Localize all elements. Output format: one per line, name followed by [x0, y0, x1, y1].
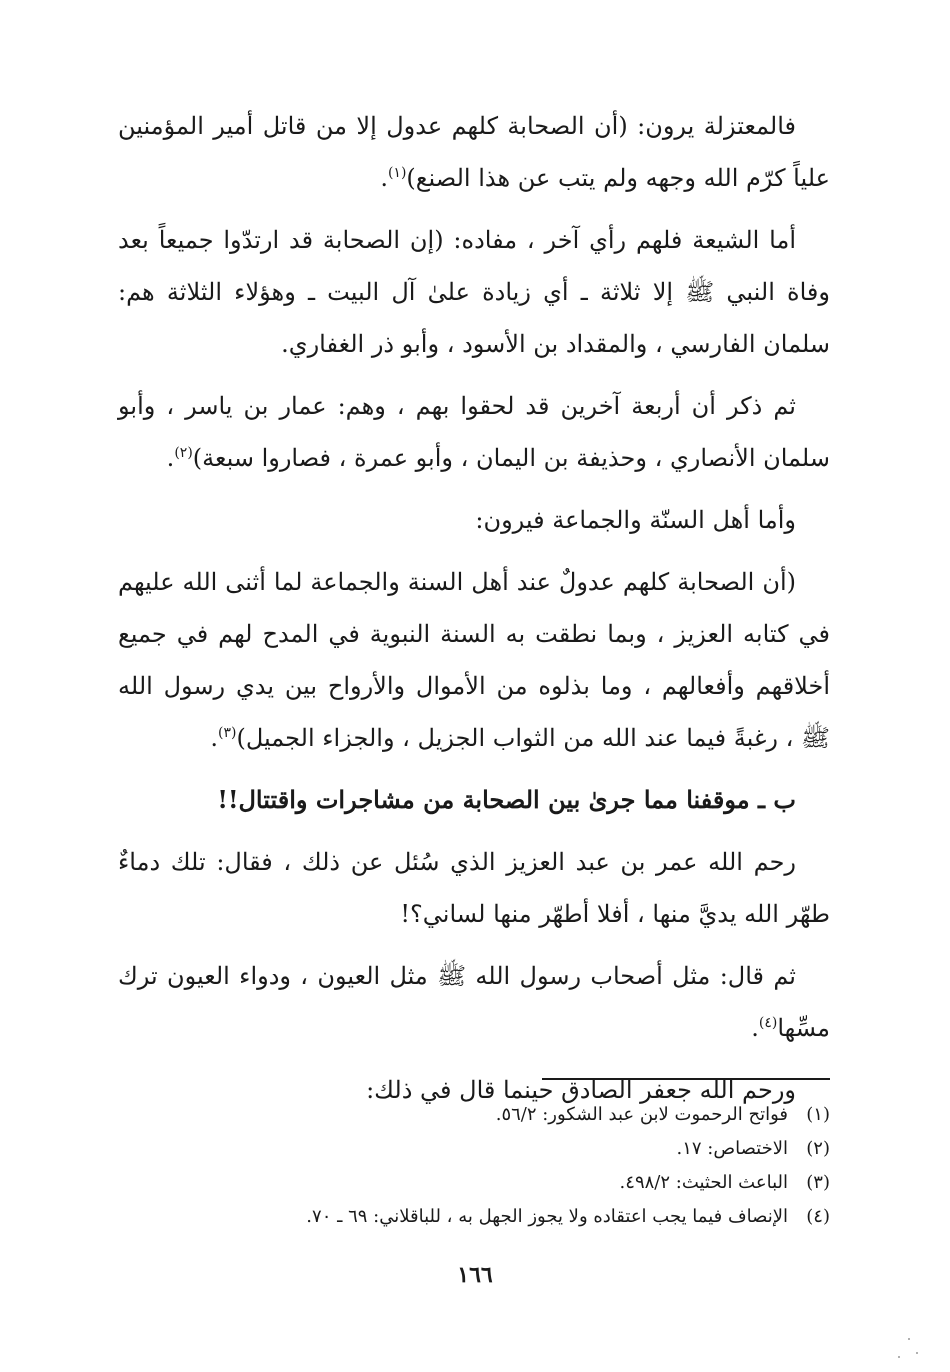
paragraph-eyes-simile	[118, 950, 830, 1054]
footnote-text: الاختصاص: ١٧.	[676, 1138, 788, 1159]
paragraph-shia-view	[118, 214, 830, 370]
footnote-ref-4[interactable]: (٤)	[758, 1015, 778, 1031]
section-heading	[118, 774, 830, 826]
footnote-number: (١)	[806, 1104, 830, 1125]
footnote-2	[118, 1132, 830, 1166]
paragraph-mutazila-view	[118, 100, 830, 204]
footnote-4	[118, 1200, 830, 1234]
paragraph-sunni-view	[118, 556, 830, 764]
paragraph-text: ثم قال: مثل أصحاب رسول الله ﷺ مثل العيون ، ودواء العيون ترك مسِّها	[118, 962, 830, 1042]
paragraph-tail: .	[166, 444, 175, 472]
footnote-1	[118, 1098, 830, 1132]
footnote-number: (٣)	[806, 1172, 830, 1193]
footnote-divider	[542, 1078, 830, 1080]
paragraph-sunni-intro	[118, 494, 830, 546]
footnote-text: الباعث الحثيث: ٤٩٨/٢.	[619, 1172, 788, 1193]
paragraph-text: فالمعتزلة يرون: (أن الصحابة كلهم عدول إلا من قاتل أمير المؤمنين علياً كرّم الله وجهه ولم يتب عن هذا الصنع)	[118, 112, 830, 192]
scan-speck	[908, 1338, 910, 1340]
footnote-ref-1[interactable]: (١)	[387, 165, 407, 181]
paragraph-tail: .	[380, 164, 388, 192]
paragraph-seven-companions	[118, 380, 830, 484]
scan-speck	[916, 1352, 918, 1354]
page-body	[118, 100, 830, 1126]
paragraph-tail: .	[210, 724, 219, 752]
footnote-3	[118, 1166, 830, 1200]
page-number: ١٦٦	[457, 1262, 493, 1288]
footnote-text: الإنصاف فيما يجب اعتقاده ولا يجوز الجهل به ، للباقلاني: ٦٩ ـ ٧٠.	[306, 1206, 788, 1227]
paragraph-text: وأما أهل السنّة والجماعة فيرون:	[475, 506, 796, 534]
footnote-ref-2[interactable]: (٢)	[174, 445, 193, 461]
paragraph-text: أما الشيعة فلهم رأي آخر ، مفاده: (إن الصحابة قد ارتدّوا جميعاً بعد وفاة النبي ﷺ إلا ثلاثة ـ أي زيادة علىٰ آل البيت ـ وهؤلاء الثلاثة هم: سلمان الفارسي ، والمقداد بن الأسود ، وأبو ذر الغفاري.	[118, 226, 830, 358]
paragraph-umar-quote	[118, 836, 830, 940]
paragraph-text: رحم الله عمر بن عبد العزيز الذي سُئل عن ذلك ، فقال: تلك دماءٌ طهّر الله يديَّ منها ، أفلا أطهّر منها لساني؟!	[118, 848, 830, 928]
heading-text: ب ـ موقفنا مما جرىٰ بين الصحابة من مشاجرات واقتتال!!	[217, 785, 796, 814]
footnote-text: فواتح الرحموت لابن عبد الشكور: ٥٦/٢.	[495, 1104, 788, 1125]
paragraph-text: ورحم الله جعفر الصادق حينما قال في ذلك:	[366, 1076, 796, 1104]
footnote-number: (٤)	[806, 1206, 830, 1227]
paragraph-tail: .	[751, 1014, 759, 1042]
footnotes	[118, 1098, 830, 1234]
footnote-number: (٢)	[806, 1138, 830, 1159]
scan-speck	[898, 1356, 900, 1358]
paragraph-text: (أن الصحابة كلهم عدولٌ عند أهل السنة والجماعة لما أثنى الله عليهم في كتابه العزيز ، وبما نطقت به السنة النبوية في المدح لهم في جميع أخلاقهم وأفعالهم ، وما بذلوه من الأموال والأرواح بين يدي رسول الله ﷺ ، رغبةً فيما عند الله من الثواب الجزيل ، والجزاء الجميل)	[118, 568, 831, 752]
paragraph-text: ثم ذكر أن أربعة آخرين قد لحقوا بهم ، وهم: عمار بن ياسر ، وأبو سلمان الأنصاري ، وحذيفة بن اليمان ، وأبو عمرة ، فصاروا سبعة)	[118, 392, 830, 472]
footnote-ref-3[interactable]: (٣)	[218, 725, 237, 741]
